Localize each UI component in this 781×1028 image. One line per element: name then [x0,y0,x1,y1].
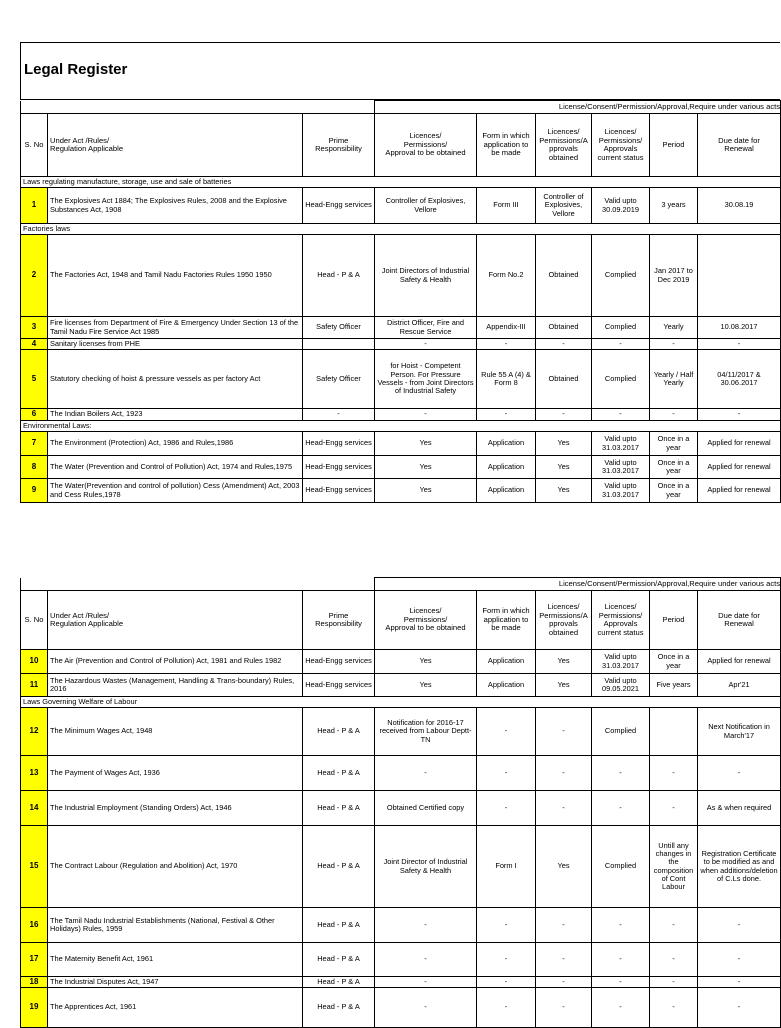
cell-act: The Indian Boilers Act, 1923 [48,409,303,421]
cell-form: - [477,988,536,1028]
cell-resp: Head-Engg services [303,456,375,479]
header-row [21,114,781,177]
cell-period: - [650,756,698,791]
cell-status: Complied [592,350,650,409]
section-heading: Factories laws [21,224,781,235]
section-heading: Environmental Laws: [21,421,781,432]
cell-act: Fire licenses from Department of Fire & Emergency Under Section 13 of the Tamil Nadu Fire Service Act 1985 [48,317,303,339]
cell-obt: Yes [536,432,592,456]
cell-period: Once in a year [650,432,698,456]
cell-act: The Tamil Nadu Industrial Establishments (National, Festival & Other Holidays) Rules, 1959 [48,908,303,943]
cell-period: Once in a year [650,479,698,503]
cell-sno: 8 [21,456,48,479]
table-row [21,409,781,421]
section-row [21,177,781,188]
cell-lic: District Officer, Fire and Rescue Service [375,317,477,339]
cell-status: Valid upto 31.03.2017 [592,479,650,503]
cell-obt: - [536,977,592,988]
cell-lic: - [375,977,477,988]
cell-sno: 10 [21,650,48,674]
header-spacer [303,578,375,591]
header-spacer [21,578,48,591]
cell-sno: 18 [21,977,48,988]
cell-period: - [650,977,698,988]
cell-sno: 19 [21,988,48,1028]
cell-sno: 3 [21,317,48,339]
table-row [21,456,781,479]
table-row [21,708,781,756]
cell-form: Appendix-III [477,317,536,339]
header-status: Licences/ Permissions/ Approvals current status [592,591,650,650]
cell-form: Rule 55 A (4) & Form 8 [477,350,536,409]
cell-sno: 17 [21,943,48,977]
cell-form: - [477,339,536,350]
cell-resp: Head-Engg services [303,432,375,456]
header-resp: Prime Responsibility [303,591,375,650]
cell-period: Once in a year [650,650,698,674]
cell-sno: 15 [21,826,48,908]
header-act: Under Act /Rules/ Regulation Applicable [48,591,303,650]
cell-form: Application [477,456,536,479]
section-row [21,697,781,708]
table-row [21,479,781,503]
header-obtained: Licences/ Permissions/A pprovals obtained [536,591,592,650]
table-row [21,650,781,674]
table-row [21,674,781,697]
cell-status: - [592,339,650,350]
cell-period: Five years [650,674,698,697]
header-licences: Licences/ Permissions/ Approval to be obtained [375,114,477,177]
header-form: Form in which application to be made [477,591,536,650]
cell-resp: Head-Engg services [303,650,375,674]
cell-period: - [650,988,698,1028]
cell-obt: Yes [536,479,592,503]
cell-sno: 16 [21,908,48,943]
cell-status: - [592,988,650,1028]
cell-obt: Yes [536,826,592,908]
cell-status: Valid upto 31.03.2017 [592,650,650,674]
cell-period: Untill any changes in the composition of Cont Labour [650,826,698,908]
header-group-label: License/Consent/Permission/Approval,Require under various acts [375,101,781,114]
cell-status: Complied [592,708,650,756]
cell-status: Complied [592,317,650,339]
cell-act: The Payment of Wages Act, 1936 [48,756,303,791]
cell-act: The Explosives Act 1884; The Explosives Rules, 2008 and the Explosive Substances Act, 1908 [48,188,303,224]
cell-due: - [698,908,781,943]
header-due-date: Due date for Renewal [698,114,781,177]
cell-form: - [477,708,536,756]
cell-sno: 13 [21,756,48,791]
cell-sno: 4 [21,339,48,350]
table-row [21,988,781,1028]
cell-status: - [592,943,650,977]
cell-due: 04/11/2017 & 30.06.2017 [698,350,781,409]
section-row [21,224,781,235]
cell-act: The Air (Prevention and Control of Pollution) Act, 1981 and Rules 1982 [48,650,303,674]
cell-period: - [650,339,698,350]
cell-obt: - [536,908,592,943]
cell-lic: Joint Directors of Industrial Safety & Health [375,235,477,317]
cell-lic: Yes [375,650,477,674]
cell-due: Applied for renewal [698,432,781,456]
cell-obt: - [536,708,592,756]
table-row [21,339,781,350]
cell-due: - [698,339,781,350]
cell-form: - [477,943,536,977]
header-status: Licences/ Permissions/ Approvals current status [592,114,650,177]
cell-form: Application [477,674,536,697]
cell-lic: for Hoist - Competent Person. For Pressure Vessels - from Joint Directors of Industrial Safety [375,350,477,409]
cell-status: Valid upto 31.03.2017 [592,456,650,479]
cell-due: Next Notification in March'17 [698,708,781,756]
title-box [20,42,780,100]
cell-obt: Controller of Explosives, Vellore [536,188,592,224]
cell-act: Statutory checking of hoist & pressure vessels as per factory Act [48,350,303,409]
cell-lic: Yes [375,456,477,479]
cell-status: - [592,756,650,791]
header-period: Period [650,591,698,650]
header-resp: Prime Responsibility [303,114,375,177]
cell-period: - [650,908,698,943]
cell-form: - [477,977,536,988]
cell-lic: - [375,339,477,350]
cell-act: The Industrial Disputes Act, 1947 [48,977,303,988]
cell-sno: 2 [21,235,48,317]
section-heading: Laws Governing Welfare of Labour [21,697,781,708]
cell-resp: Head - P & A [303,708,375,756]
table-row [21,908,781,943]
cell-due: Registration Certificate to be modified as and when additions/deletion of C.Ls done. [698,826,781,908]
cell-obt: Obtained [536,235,592,317]
cell-status: Valid upto 30.09.2019 [592,188,650,224]
cell-act: The Apprentices Act, 1961 [48,988,303,1028]
cell-resp: Head - P & A [303,977,375,988]
header-licences: Licences/ Permissions/ Approval to be obtained [375,591,477,650]
legal-register-table-2 [20,577,781,1028]
table-row [21,791,781,826]
cell-lic: Yes [375,674,477,697]
cell-status: - [592,908,650,943]
cell-resp: Head - P & A [303,791,375,826]
table-row [21,756,781,791]
cell-lic: Joint Director of Industrial Safety & Health [375,826,477,908]
cell-act: The Water (Prevention and Control of Pollution) Act, 1974 and Rules,1975 [48,456,303,479]
cell-act: The Environment (Protection) Act, 1986 and Rules,1986 [48,432,303,456]
cell-obt: Yes [536,456,592,479]
cell-lic: Obtained Certified copy [375,791,477,826]
cell-form: - [477,409,536,421]
cell-obt: Obtained [536,350,592,409]
cell-lic: - [375,756,477,791]
cell-period: - [650,943,698,977]
cell-sno: 1 [21,188,48,224]
cell-resp [303,339,375,350]
cell-resp: Head-Engg services [303,674,375,697]
header-sno: S. No [21,591,48,650]
cell-due: - [698,977,781,988]
cell-obt: - [536,791,592,826]
cell-status: Valid upto 31.03.2017 [592,432,650,456]
table-row [21,317,781,339]
header-group-row [21,101,781,114]
header-group-label: License/Consent/Permission/Approval,Require under various acts [375,578,781,591]
table-row [21,977,781,988]
cell-obt: Obtained [536,317,592,339]
cell-sno: 14 [21,791,48,826]
cell-form: - [477,908,536,943]
cell-due: - [698,409,781,421]
header-group-row [21,578,781,591]
cell-form: Application [477,479,536,503]
header-due-date: Due date for Renewal [698,591,781,650]
cell-status: - [592,409,650,421]
header-spacer [303,101,375,114]
cell-due: - [698,756,781,791]
cell-period: Yearly / Half Yearly [650,350,698,409]
cell-lic: Controller of Explosives, Vellore [375,188,477,224]
cell-due: 10.08.2017 [698,317,781,339]
cell-status: Complied [592,826,650,908]
cell-period [650,708,698,756]
cell-resp: Head-Engg services [303,188,375,224]
cell-form: - [477,756,536,791]
cell-due: - [698,943,781,977]
cell-period: Yearly [650,317,698,339]
header-act: Under Act /Rules/ Regulation Applicable [48,114,303,177]
cell-due: Applied for renewal [698,479,781,503]
cell-obt: - [536,409,592,421]
cell-due: Applied for renewal [698,650,781,674]
cell-act: The Minimum Wages Act, 1948 [48,708,303,756]
section-heading: Laws regulating manufacture, storage, use and sale of batteries [21,177,781,188]
cell-form: Application [477,650,536,674]
cell-form: Form I [477,826,536,908]
cell-form: Form III [477,188,536,224]
cell-obt: - [536,943,592,977]
cell-resp: Head - P & A [303,988,375,1028]
header-obtained: Licences/ Permissions/A pprovals obtained [536,114,592,177]
cell-resp: Head-Engg services [303,479,375,503]
cell-lic: Yes [375,479,477,503]
cell-due: Applied for renewal [698,456,781,479]
page-title: Legal Register [24,61,128,78]
cell-obt: - [536,988,592,1028]
table-row [21,235,781,317]
cell-resp: Head - P & A [303,235,375,317]
header-period: Period [650,114,698,177]
cell-status: - [592,791,650,826]
legal-register-table-1 [20,100,781,503]
cell-act: The Hazardous Wastes (Management, Handling & Trans-boundary) Rules, 2016 [48,674,303,697]
header-spacer [48,578,303,591]
cell-period: - [650,409,698,421]
cell-resp: Head - P & A [303,943,375,977]
cell-due: 30.08.19 [698,188,781,224]
cell-status: Complied [592,235,650,317]
header-form: Form in which application to be made [477,114,536,177]
cell-period: 3 years [650,188,698,224]
cell-resp: Head - P & A [303,826,375,908]
cell-act: The Maternity Benefit Act, 1961 [48,943,303,977]
cell-due: - [698,988,781,1028]
cell-lic: - [375,409,477,421]
cell-lic: Notification for 2016-17 received from Labour Deptt-TN [375,708,477,756]
cell-resp: Head - P & A [303,756,375,791]
cell-lic: - [375,908,477,943]
table-row [21,432,781,456]
cell-sno: 12 [21,708,48,756]
table-row [21,943,781,977]
cell-due: Apr'21 [698,674,781,697]
table-row [21,826,781,908]
header-sno: S. No [21,114,48,177]
cell-lic: - [375,988,477,1028]
cell-sno: 7 [21,432,48,456]
cell-sno: 9 [21,479,48,503]
cell-sno: 6 [21,409,48,421]
cell-sno: 11 [21,674,48,697]
cell-lic: Yes [375,432,477,456]
cell-period: - [650,791,698,826]
cell-lic: - [375,943,477,977]
cell-obt: - [536,756,592,791]
cell-obt: - [536,339,592,350]
cell-obt: Yes [536,674,592,697]
cell-form: - [477,791,536,826]
cell-due: As & when required [698,791,781,826]
header-spacer [21,101,48,114]
header-row [21,591,781,650]
cell-due [698,235,781,317]
cell-act: Sanitary licenses from PHE [48,339,303,350]
cell-act: The Factories Act, 1948 and Tamil Nadu Factories Rules 1950 1950 [48,235,303,317]
cell-period: Once in a year [650,456,698,479]
cell-resp: - [303,409,375,421]
cell-status: - [592,977,650,988]
header-spacer [48,101,303,114]
cell-obt: Yes [536,650,592,674]
cell-act: The Industrial Employment (Standing Orders) Act, 1946 [48,791,303,826]
cell-resp: Safety Officer [303,317,375,339]
cell-resp: Head - P & A [303,908,375,943]
cell-resp: Safety Officer [303,350,375,409]
cell-act: The Water(Prevention and control of pollution) Cess (Amendment) Act, 2003 and Cess Rules,1978 [48,479,303,503]
cell-status: Valid upto 09.05.2021 [592,674,650,697]
cell-period: Jan 2017 to Dec 2019 [650,235,698,317]
cell-sno: 5 [21,350,48,409]
cell-form: Application [477,432,536,456]
table-row [21,188,781,224]
cell-form: Form No.2 [477,235,536,317]
section-row [21,421,781,432]
cell-act: The Contract Labour (Regulation and Abolition) Act, 1970 [48,826,303,908]
table-row [21,350,781,409]
